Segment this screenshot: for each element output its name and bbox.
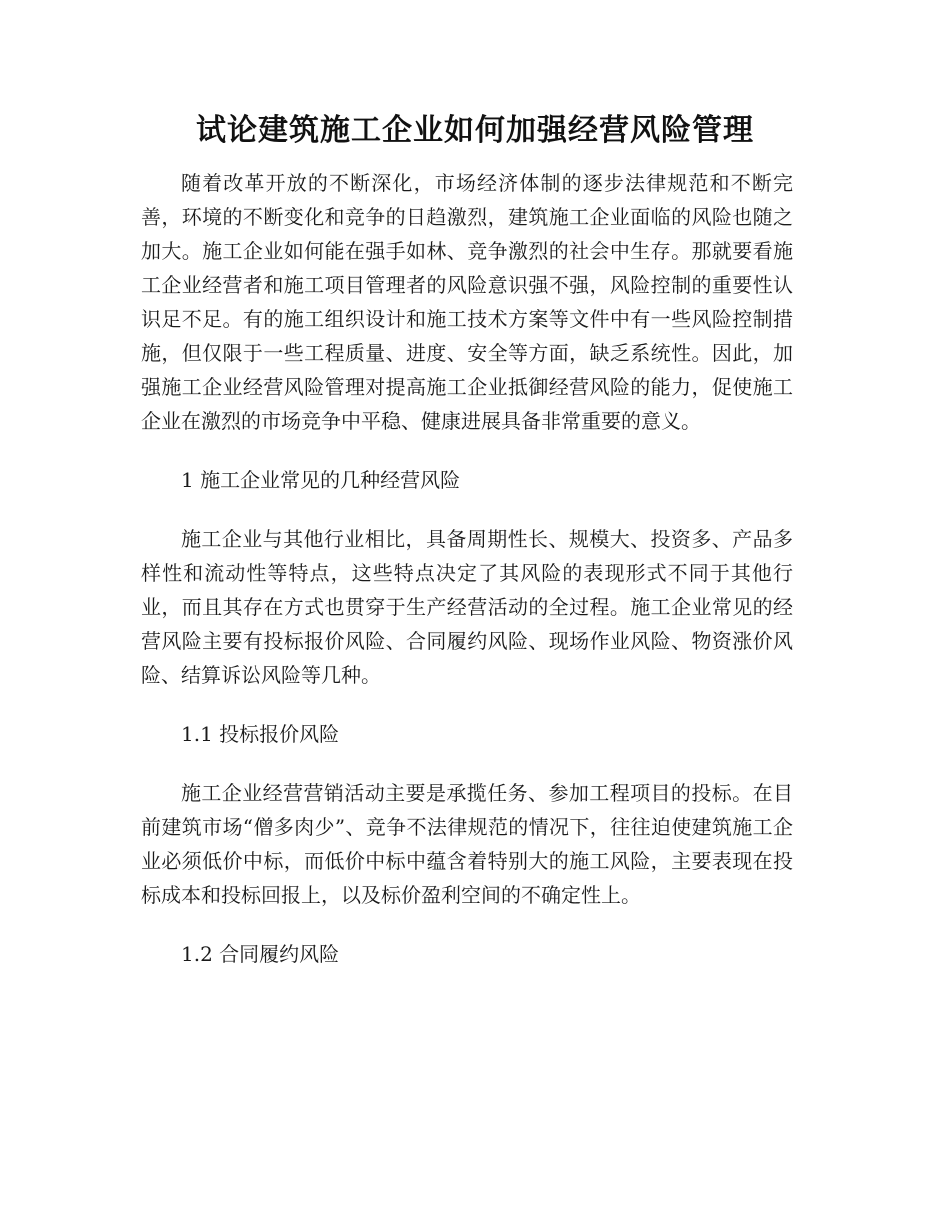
paragraph-section-1: 施工企业与其他行业相比，具备周期性长、规模大、投资多、产品多样性和流动性等特点，这些特点决定了其风险的表现形式不同于其他行业，而且其存在方式也贯穿于生产经营活动的全过程。施工企业常见的经营风险主要有投标报价风险、合同履约风险、现场作业风险、物资涨价风险、结算诉讼风险等几种。: [141, 527, 793, 687]
document-body: [141, 166, 793, 996]
section-heading-1: 1 施工企业常见的几种经营风险: [181, 468, 461, 492]
document-title: 试论建筑施工企业如何加强经营风险管理: [196, 113, 754, 148]
section-heading-1-1: 1.1 投标报价风险: [181, 722, 340, 746]
paragraph-section-1-1: 施工企业经营营销活动主要是承揽任务、参加工程项目的投标。在目前建筑市场“僧多肉少”、竞争不法律规范的情况下，往往迫使建筑施工企业必须低价中标，而低价中标中蕴含着特别大的施工风险，主要表现在投标成本和投标回报上，以及标价盈利空间的不确定性上。: [141, 781, 793, 907]
paragraph-intro: 随着改革开放的不断深化，市场经济体制的逐步法律规范和不断完善，环境的不断变化和竞争的日趋激烈，建筑施工企业面临的风险也随之加大。施工企业如何能在强手如林、竞争激烈的社会中生存。那就要看施工企业经营者和施工项目管理者的风险意识强不强，风险控制的重要性认识足不足。有的施工组织设计和施工技术方案等文件中有一些风险控制措施，但仅限于一些工程质量、进度、安全等方面，缺乏系统性。因此，加强施工企业经营风险管理对提高施工企业抵御经营风险的能力，促使施工企业在激烈的市场竞争中平稳、健康进展具备非常重要的意义。: [141, 171, 793, 433]
section-heading-1-2: 1.2 合同履约风险: [181, 942, 340, 966]
